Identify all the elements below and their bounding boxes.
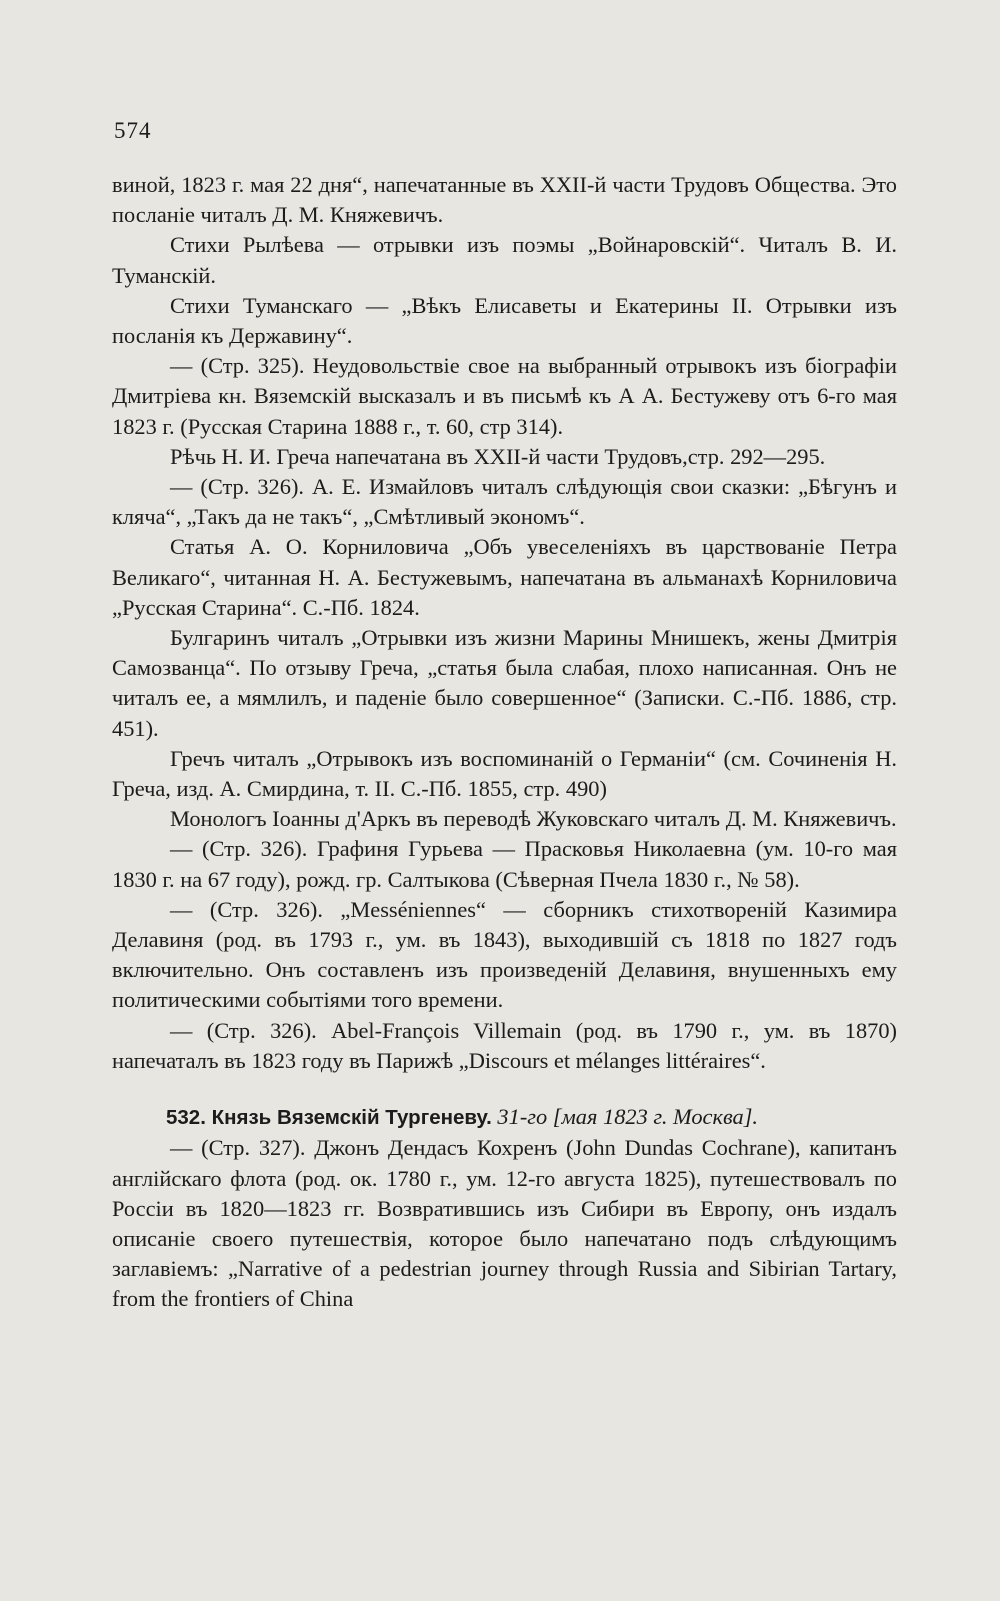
- paragraph: Булгаринъ читалъ „Отрывки изъ жизни Марины Мнишекъ, жены Дмитрія Самозванца“. По отзыву Греча, „статья была слабая, плохо написанная. Онъ не читалъ ее, а мямлилъ, и паденіе было совершенное“ (Записки. С.-Пб. 1886, стр. 451).: [112, 625, 897, 741]
- paragraph: виной, 1823 г. мая 22 дня“, напечатанные въ XXII-й части Трудовъ Общества. Это посланіе читалъ Д. М. Княжевичъ.: [112, 172, 897, 228]
- page-body: [112, 170, 897, 1315]
- paragraph: Гречъ читалъ „Отрывокъ изъ воспоминаній о Германіи“ (см. Сочиненія Н. Греча, изд. А. Смирдина, т. II. С.-Пб. 1855, стр. 490): [112, 745, 897, 802]
- paragraph: — (Стр. 326). „Messéniennes“ — сборникъ стихотвореній Казимира Делавиня (род. въ 1793 г., ум. въ 1843), выходившій съ 1818 по 1827 годъ включительно. Онъ составленъ изъ произведеній Делавиня, внушенныхъ ему политическими событіями того времени.: [112, 896, 897, 1013]
- letter-heading-title: 532. Князь Вяземскій Тургеневу.: [166, 1106, 492, 1130]
- paragraph: — (Стр. 325). Неудовольствіе свое на выбранный отрывокъ изъ біографіи Дмитріева кн. Вяземскій высказалъ и въ письмѣ къ А А. Бестужеву отъ 6-го мая 1823 г. (Русская Старина 1888 г., т. 60, стр 314).: [112, 353, 897, 439]
- paragraph: Статья А. О. Корниловича „Объ увеселеніяхъ въ царствованіе Петра Великаго“, читанная Н. А. Бестужевымъ, напечатана въ альманахѣ Корниловича „Русская Старина“. С.-Пб. 1824.: [112, 534, 897, 620]
- paragraph: Монологъ Іоанны д'Аркъ въ переводѣ Жуковскаго читалъ Д. М. Княжевичъ.: [170, 806, 897, 832]
- paragraph: Стихи Туманскаго — „Вѣкъ Елисаветы и Екатерины II. Отрывки изъ посланія къ Державину“.: [112, 292, 897, 349]
- page-number: 574: [114, 118, 152, 143]
- paragraph: — (Стр. 326). Abel-François Villemain (род. въ 1790 г., ум. въ 1870) напечаталъ въ 1823 году въ Парижѣ „Discours et mélanges littéraires“.: [112, 1017, 897, 1073]
- letter-heading: [112, 1102, 897, 1133]
- paragraph: — (Стр. 326). Графиня Гурьева — Прасковья Николаевна (ум. 10-го мая 1830 г. на 67 году), рожд. гр. Салтыкова (Сѣверная Пчела 1830 г., № 58).: [112, 836, 897, 892]
- paragraph: Рѣчь Н. И. Греча напечатана въ XXII-й части Трудовъ,стр. 292—295.: [170, 443, 826, 469]
- paragraph: — (Стр. 326). А. Е. Измайловъ читалъ слѣдующія свои сказки: „Бѣгунъ и кляча“, „Такъ да не такъ“, „Смѣтливый экономъ“.: [112, 474, 897, 530]
- paragraph: — (Стр. 327). Джонъ Дендасъ Кохренъ (John Dundas Cochrane), капитанъ англійскаго флота (род. ок. 1780 г., ум. 12-го августа 1825), путешествовалъ по Россіи въ 1820—1823 гг. Возвратившись изъ Сибири въ Европу, онъ издалъ описаніе своего путешествія, которое было напечатано подъ слѣдующимъ заглавіемъ: „Narrative of a pedestrian journey through Russia and Sibirian Tartary, from the frontiers of China: [112, 1135, 897, 1312]
- section-gap: [112, 1076, 897, 1102]
- letter-heading-date: 31-го [мая 1823 г. Москва].: [497, 1104, 759, 1130]
- paragraph: Стихи Рылѣева — отрывки изъ поэмы „Войнаровскій“. Читалъ В. И. Туманскій.: [112, 232, 897, 288]
